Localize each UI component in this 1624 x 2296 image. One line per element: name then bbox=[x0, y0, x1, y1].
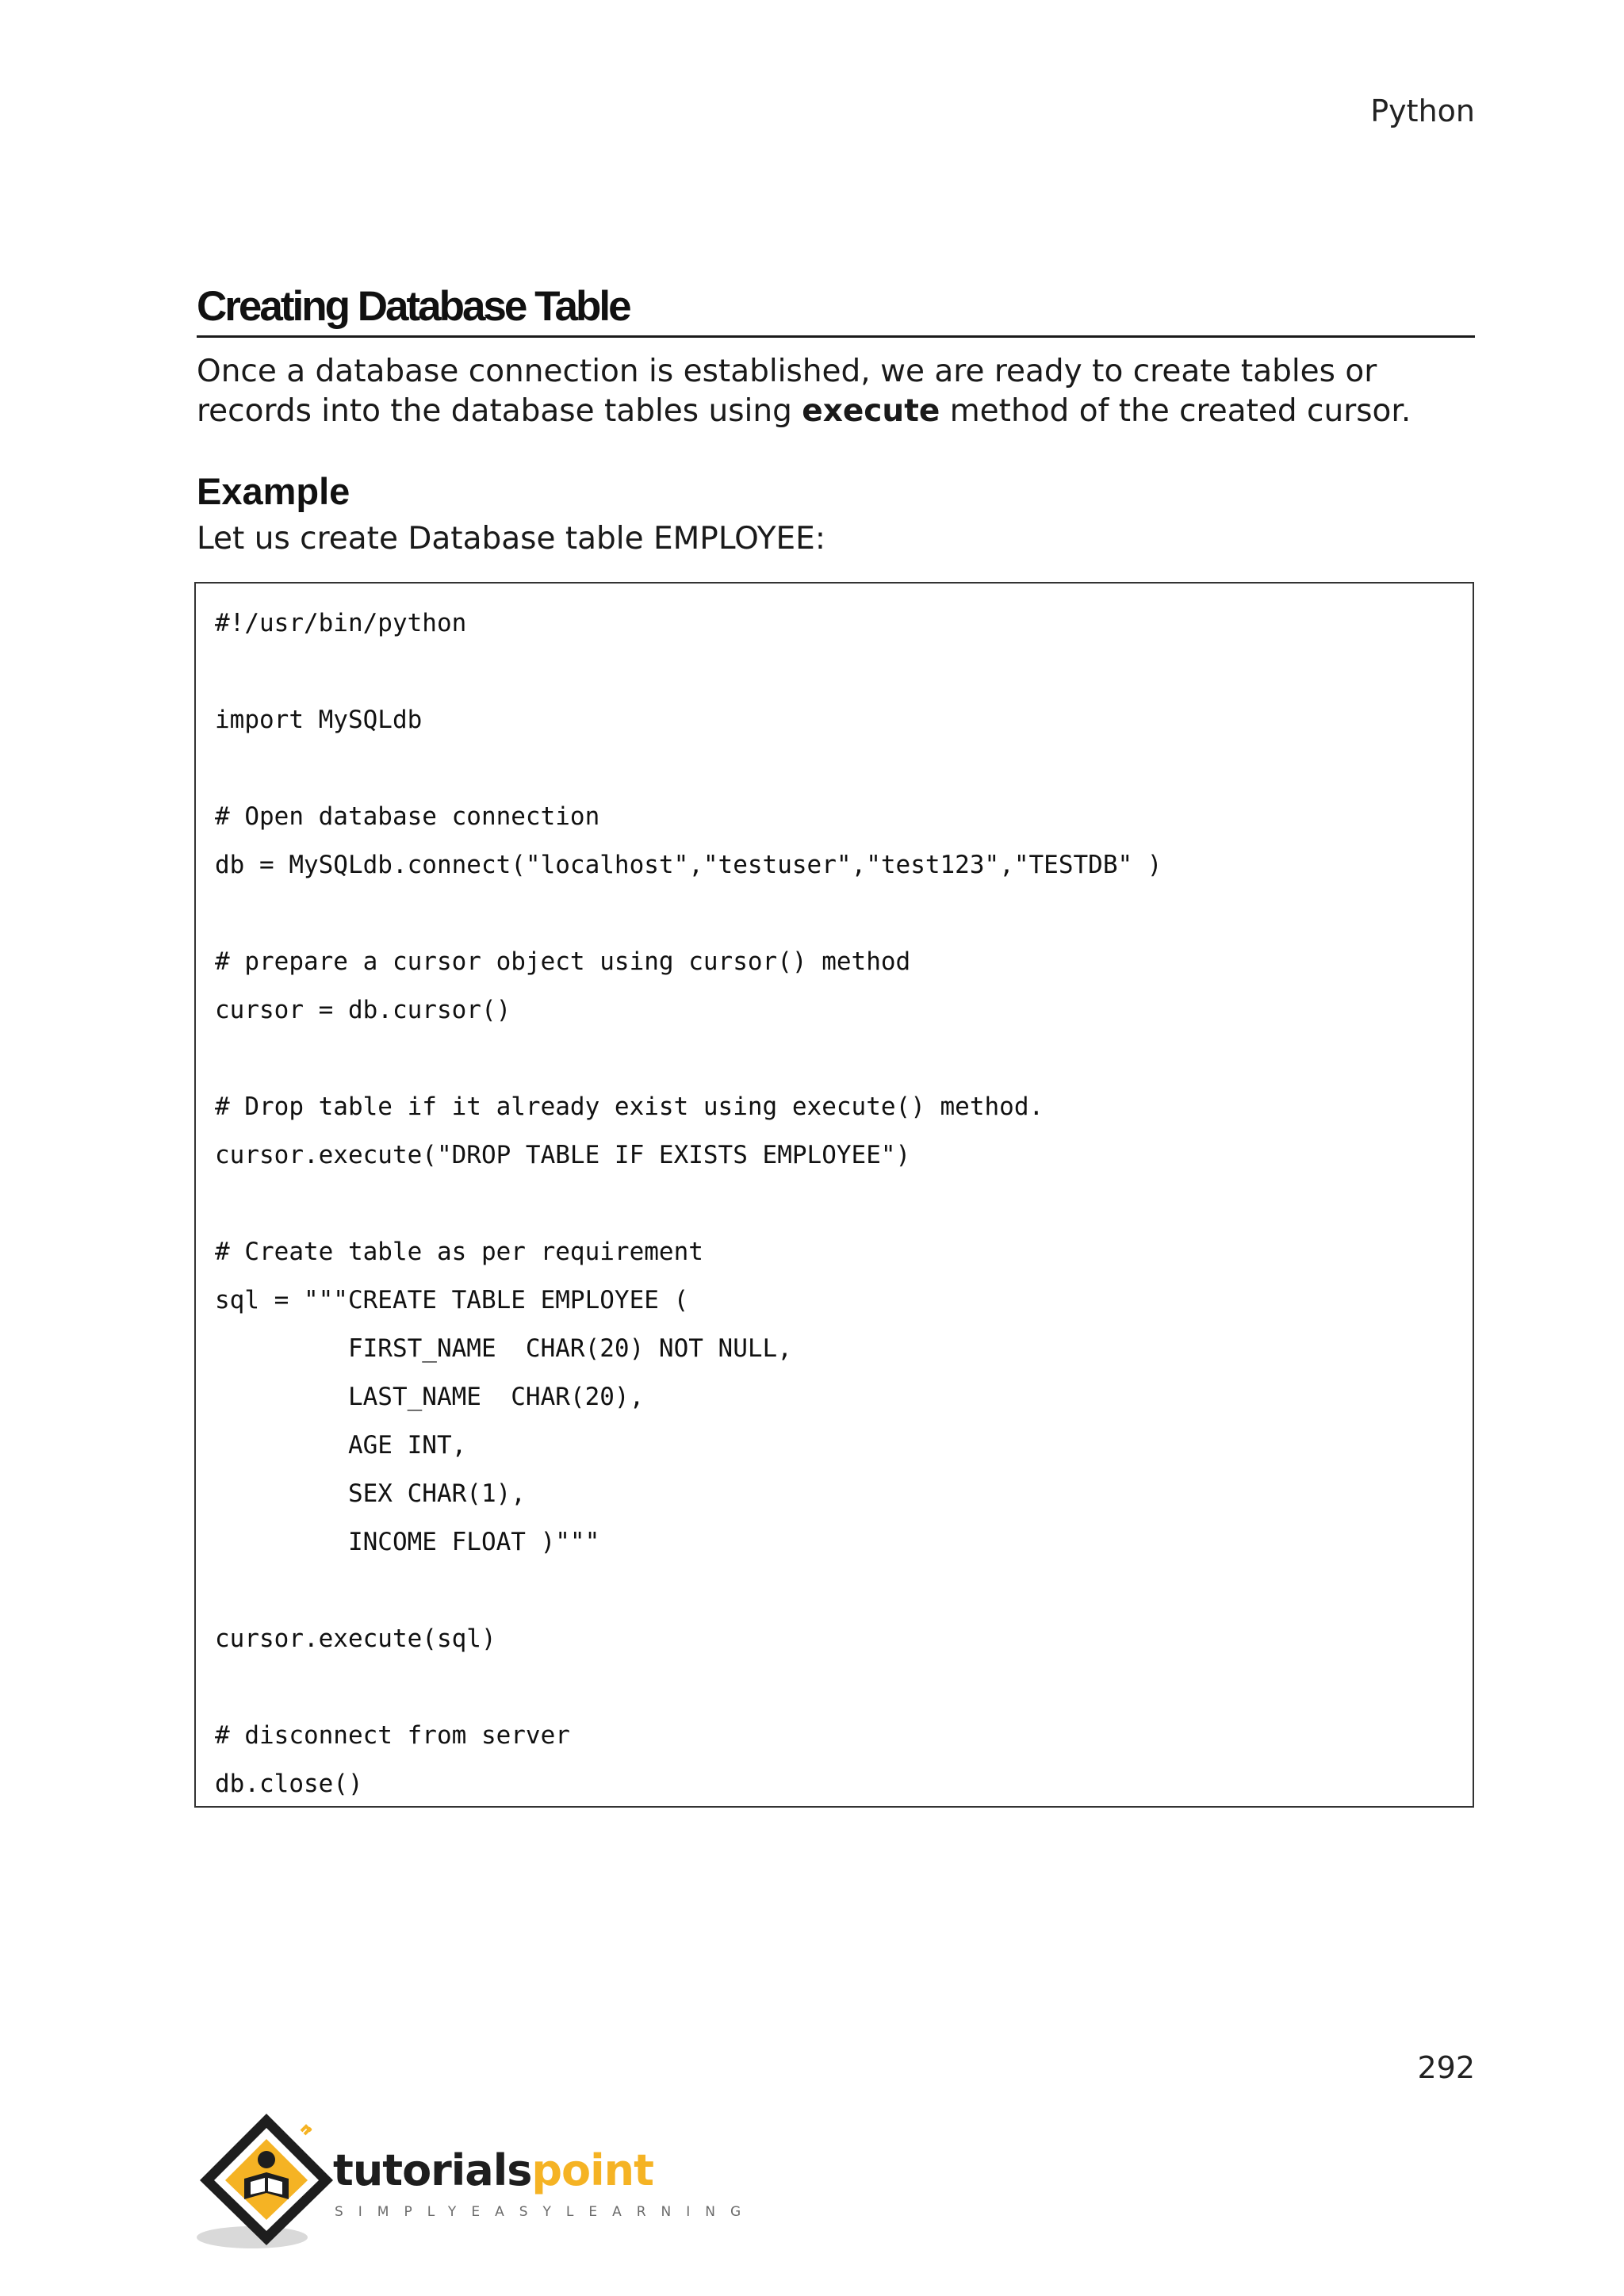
code-block bbox=[194, 582, 1474, 1808]
intro-text-start: Once a database connection is established, we are ready to create tables or records into the database tables using bbox=[197, 354, 1377, 429]
code-line: sql = """CREATE TABLE EMPLOYEE ( bbox=[215, 1286, 689, 1314]
code-line: db.close() bbox=[215, 1770, 363, 1798]
code-line: INCOME FLOAT )""" bbox=[215, 1528, 600, 1556]
code-line: # Open database connection bbox=[215, 802, 600, 831]
example-description: Let us create Database table EMPLOYEE: bbox=[197, 521, 825, 557]
code-line: import MySQLdb bbox=[215, 706, 423, 734]
code-line: AGE INT, bbox=[215, 1431, 467, 1460]
code-line bbox=[215, 890, 1454, 938]
section-title: Creating Database Table bbox=[197, 282, 1475, 338]
intro-text-end: method of the created cursor. bbox=[940, 393, 1411, 429]
tutorialspoint-logo bbox=[195, 2110, 756, 2253]
logo-diamond-icon bbox=[195, 2110, 346, 2253]
logo-word-tutorials: tutorials bbox=[333, 2145, 532, 2195]
code-line bbox=[215, 1567, 1454, 1615]
code-line bbox=[215, 648, 1454, 696]
code-line: #!/usr/bin/python bbox=[215, 609, 467, 637]
logo-word-point: point bbox=[531, 2145, 653, 2195]
code-line: # Create table as per requirement bbox=[215, 1238, 703, 1266]
code-line bbox=[215, 1035, 1454, 1083]
code-line: cursor.execute(sql) bbox=[215, 1624, 496, 1653]
intro-bold-keyword: execute bbox=[802, 393, 940, 429]
page-number: 292 bbox=[1417, 2050, 1475, 2085]
running-header: Python bbox=[1370, 94, 1475, 128]
example-heading: Example bbox=[197, 470, 350, 512]
code-line: # disconnect from server bbox=[215, 1721, 570, 1750]
code-line: db = MySQLdb.connect("localhost","testuser","test123","TESTDB" ) bbox=[215, 851, 1162, 879]
code-line bbox=[215, 744, 1454, 793]
intro-paragraph bbox=[197, 352, 1475, 431]
logo-wordmark bbox=[333, 2145, 653, 2195]
code-line: # prepare a cursor object using cursor() method bbox=[215, 947, 911, 976]
code-line: cursor = db.cursor() bbox=[215, 996, 511, 1024]
code-line: FIRST_NAME CHAR(20) NOT NULL, bbox=[215, 1334, 792, 1363]
logo-tagline: SIMPLYEASYLEARNING bbox=[335, 2204, 756, 2220]
content-section bbox=[197, 282, 1475, 557]
code-line: # Drop table if it already exist using execute() method. bbox=[215, 1093, 1044, 1121]
code-line bbox=[215, 1663, 1454, 1712]
code-line bbox=[215, 1180, 1454, 1228]
code-line: SEX CHAR(1), bbox=[215, 1479, 526, 1508]
code-line: cursor.execute("DROP TABLE IF EXISTS EMPLOYEE") bbox=[215, 1141, 911, 1169]
code-line: LAST_NAME CHAR(20), bbox=[215, 1383, 645, 1411]
